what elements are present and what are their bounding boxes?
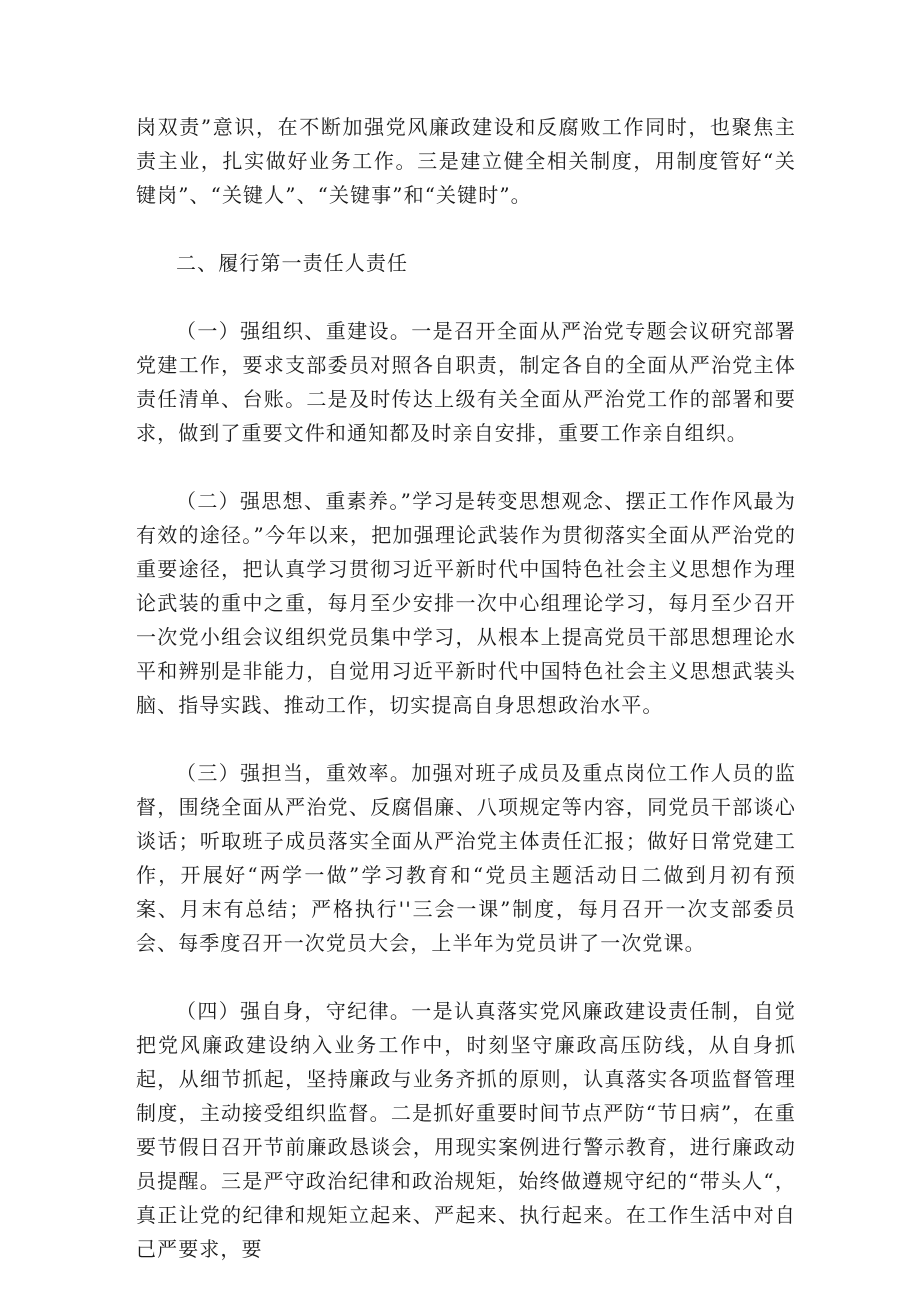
paragraph-thought: （二）强思想、重素养。”学习是转变思想观念、摆正工作作风最为有效的途径。”今年以来，把加强理论武装作为贯彻落实全面从严治党的重要途径，把认真学习贯彻习近平新时代中国特色社会主义思想作为理论武装的重中之重，每月至少安排一次中心组理论学习，每月至少召开一次党小组会议组织党员集中学习，从根本上提高党员干部思想理论水平和辨别是非能力，自觉用习近平新时代中国特色社会主义思想武装头脑、指导实践、推动工作，切实提高自身思想政治水平。 bbox=[136, 489, 796, 717]
paragraph-discipline: （四）强自身，守纪律。一是认真落实党风廉政建设责任制，自觉把党风廉政建设纳入业务工作中，时刻坚守廉政高压防线，从自身抓起，从细节抓起，坚持廉政与业务齐抓的原则，认真落实各项监督管理制度，主动接受组织监督。二是抓好重要时间节点严防“节日病”，在重要节假日召开节前廉政恳谈会，用现实案例进行警示教育，进行廉政动员提醒。三是严守政治纪律和政治规矩，始终做遵规守纪的“带头人“，真正让党的纪律和规矩立起来、严起来、执行起来。在工作生活中对自己严要求，要 bbox=[136, 999, 796, 1261]
paragraph-responsibility: （三）强担当，重效率。加强对班子成员及重点岗位工作人员的监督，围绕全面从严治党、反腐倡廉、八项规定等内容，同党员干部谈心谈话；听取班子成员落实全面从严治党主体责任汇报；做好日常党建工作，开展好“两学一做”学习教育和“党员主题活动日二做到月初有预案、月末有总结；严格执行''三会一课”制度，每月召开一次支部委员会、每季度召开一次党员大会，上半年为党员讲了一次党课。 bbox=[136, 761, 796, 955]
paragraph-organization: （一）强组织、重建设。一是召开全面从严治党专题会议研究部署党建工作，要求支部委员对照各自职责，制定各自的全面从严治党主体责任清单、台账。二是及时传达上级有关全面从严治党工作的部署和要求，做到了重要文件和通知都及时亲自安排，重要工作亲自组织。 bbox=[136, 319, 796, 445]
section-heading: 二、履行第一责任人责任 bbox=[176, 251, 409, 275]
paragraph-continuation: 岗双责”意识，在不断加强党风廉政建设和反腐败工作同时，也聚焦主责主业，扎实做好业务工作。三是建立健全相关制度，用制度管好“关键岗”、“关键人”、“关键事”和“关键时”。 bbox=[136, 115, 796, 207]
document-body bbox=[136, 110, 796, 1266]
